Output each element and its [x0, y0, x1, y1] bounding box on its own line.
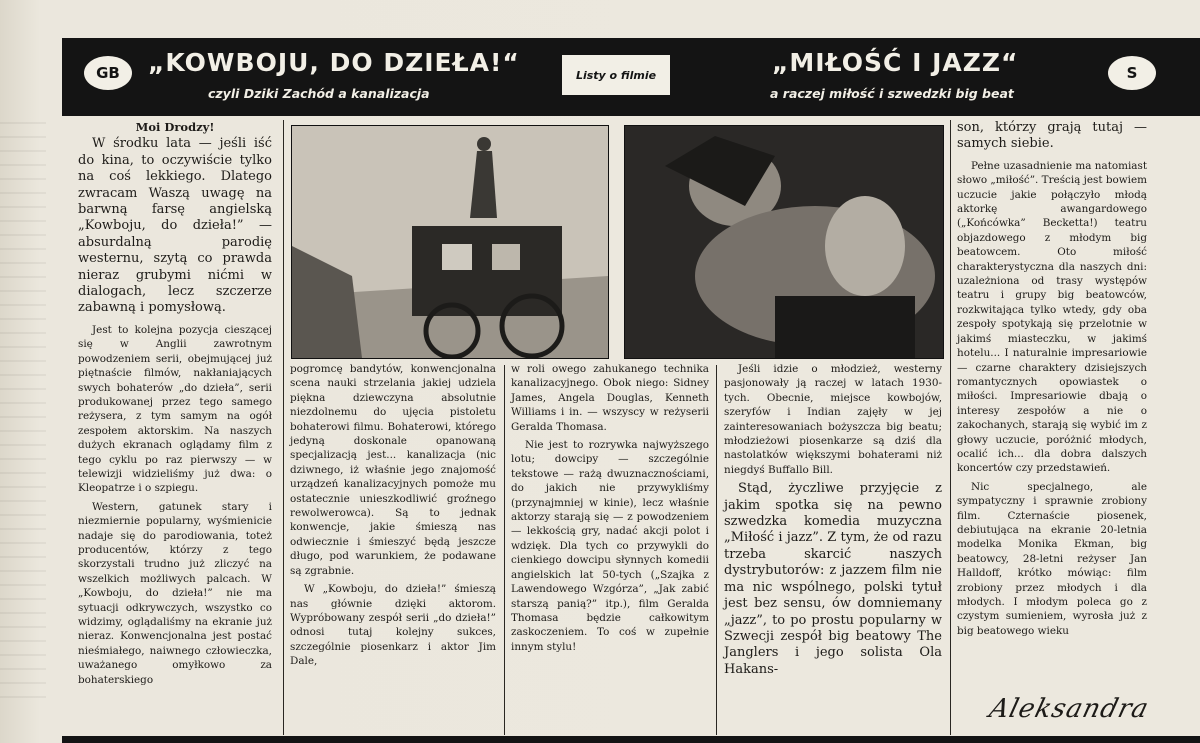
right-article-subtitle: a raczej miłość i szwedzki big beat: [770, 86, 1014, 101]
embracing-couple-photo: [624, 125, 944, 359]
bottom-rule: [62, 736, 1200, 743]
column-5: [957, 120, 1147, 735]
column-2: [290, 362, 496, 734]
column-1: [78, 120, 272, 735]
column-5-paragraph-1: Pełne uzasadnienie ma natomiast słowo „miłość”. Treścią jest bowiem uczucie jakie połączyło młodą aktorkę awangardowego („Końcówka” Becketta!) teatru objazdowego z młodym big beatowcem. Oto miłość charakterystyczna dla naszych dni: uzależniona od trasy występów teatru i grupy big beatowców, rozkwitająca tylko wtedy, gdy oba zespoły spotykają się przelotnie w jakimś miasteczku, w jakimś hotelu... I naturalnie impresariowie — czarne charaktery dzisiejszych romantycznych opowiastek o miłości. Impresariowie dbają o interesy zespołów a nie o zakochanych, starają się wybić im z głowy uczucie, poróżnić młodych, ocalić ich... dla dobra dalszych koncertów czy przedstawień.: [957, 159, 1147, 475]
author-signature: Aleksandra: [986, 694, 1153, 724]
stagecoach-photo: [291, 125, 609, 359]
left-article-title: „KOWBOJU, DO DZIEŁA!“: [148, 48, 520, 77]
column-5-lead: son, którzy grają tutaj — samych siebie.: [957, 120, 1147, 152]
section-label: Listy o filmie: [562, 55, 670, 95]
column-1-paragraph-1: Jest to kolejna pozycja cieszącej się w Anglii zawrotnym powodzeniem serii, obejmującej już piętnaście filmów, nakłaniających swych bohaterów „do dzieła”, serii produkowanej przez tego samego reżysera, z tym samym na ogół zespołem aktorskim. Na naszych dużych ekranach oglądamy film z tego cyklu po raz pierwszy — w telewizji widzieliśmy już dwa: o Kleopatrze i o szpiegu.: [78, 323, 272, 495]
column-2-paragraph-1: pogromcę bandytów, konwencjonalna scena nauki strzelania jakiej udziela piękna dziewczyna absolutnie niezdolnemu do ujęcia pistoletu bohaterowi filmu. Bohaterowi, którego jedyną doskonale opanowaną specjalizacją jest... kanalizacja (nic dziwnego, iż właśnie jego znajomość urządzeń kanalizacyjnych pomoże mu ostatecznie unieszkodliwić groźnego rewolwerowca). Są to jednak konwencje, jakie śmieszą nas odwiecznie i śmieszyć będą jeszcze długo, pod warunkiem, że podawane są zgrabnie.: [290, 363, 496, 577]
column-3: [511, 362, 709, 734]
right-article-title: „MIŁOŚĆ I JAZZ“: [772, 48, 1019, 77]
page-margin: [0, 110, 46, 710]
column-divider: [716, 365, 717, 735]
column-1-lead: W środku lata — jeśli iść do kina, to oczywiście tylko na coś lekkiego. Dlatego zwracam Waszą uwagę na barwną farsę angielską „Kowboju, do dzieła!” — absurdalną parodię westernu, szytą co prawda nieraz grubymi nićmi w dialogach, lecz szczerze zabawną i pomysłową.: [78, 136, 272, 316]
column-4-paragraph-1: Jeśli idzie o młodzież, westerny pasjonowały ją raczej w latach 1930-tych. Obecnie, miejsce kowbojów, szeryfów i Indian zajęły w jej zainteresowaniach bożyszcza big beatu; młodzieżowi piosenkarze są dziś dla nastolatków większymi bohaterami niż niegdyś Buffallo Bill.: [724, 363, 942, 476]
column-3-paragraph-1: w roli owego zahukanego technika kanalizacyjnego. Obok niego: Sidney James, Angela Douglas, Kenneth Williams i in. — wszyscy w reżyserii Geralda Thomasa.: [511, 363, 709, 433]
column-5-paragraph-2: Nic specjalnego, ale sympatyczny i sprawnie zrobiony film. Czternaście piosenek, debiutująca na ekranie 20-letnia modelka Monika Ekman, big beatowcy, 28-letni reżyser Jan Halldoff, krótko mówiąc: film zrobiony przez młodych i dla młodych. I młodym poleca go z czystym sumieniem, wyrosła już z big beatowego wieku: [957, 480, 1147, 637]
column-4-lead: Stąd, życzliwe przyjęcie z jakim spotka się na pewno szwedzka komedia muzyczna „Miłość i jazz”. Z tym, że od razu trzeba skarcić naszych dystrybutorów: z jazzem film nie ma nic wspólnego, polski tytuł jest bez sensu, ów domniemany „jazz”, to po prostu popularny w Szwecji zespół big beatowy The Janglers i jego solista Ola Hakans-: [724, 481, 942, 677]
left-article-subtitle: czyli Dziki Zachód a kanalizacja: [208, 86, 430, 101]
stagecoach-illustration: [292, 126, 608, 358]
column-4: [724, 362, 942, 734]
column-divider: [504, 365, 505, 735]
greeting: Moi Drodzy!: [135, 120, 215, 134]
couple-illustration: [625, 126, 943, 358]
column-1-paragraph-2: Western, gatunek stary i niezmiernie popularny, wyśmienicie nadaje się do parodiowania, toteż producentów, którzy z tego skorzystali trudno już zliczyć na wszelkich możliwych palcach. W „Kowboju, do dzieła!” nie ma sytuacji odkrywczych, wszystko co widzimy, oglądaliśmy na ekranie już nieraz. Konwencjonalna jest postać nieśmiałego, naiwnego człowieczka, uważanego omyłkowo za bohaterskiego: [78, 500, 272, 686]
column-3-paragraph-2: Nie jest to rozrywka najwyższego lotu; dowcipy — szczególnie tekstowe — rażą dwuznacznościami, do jakich nie przywykliśmy (przynajmniej w kinie), lecz właśnie aktorzy starają się — z powodzeniem — lekkością gry, nadać akcji polot i wdzięk. Dla tych co przywykli do cienkiego dowcipu słynnych komedii angielskich lat 50-tych („Szajka z Lawendowego Wzgórza”, „Jak zabić starszą panią?” itp.), film Geralda Thomasa będzie całkowitym zaskoczeniem. To coś w zupełnie innym stylu!: [511, 439, 709, 653]
gb-badge: GB: [84, 56, 132, 90]
header-bar: [62, 38, 1200, 116]
column-divider: [283, 120, 284, 735]
s-badge: S: [1108, 56, 1156, 90]
column-divider: [950, 120, 951, 735]
column-2-paragraph-2: W „Kowboju, do dzieła!” śmieszą nas głównie dzięki aktorom. Wypróbowany zespół serii „do dzieła!” odnosi tutaj kolejny sukces, szczególnie piosenkarz i aktor Jim Dale,: [290, 583, 496, 668]
